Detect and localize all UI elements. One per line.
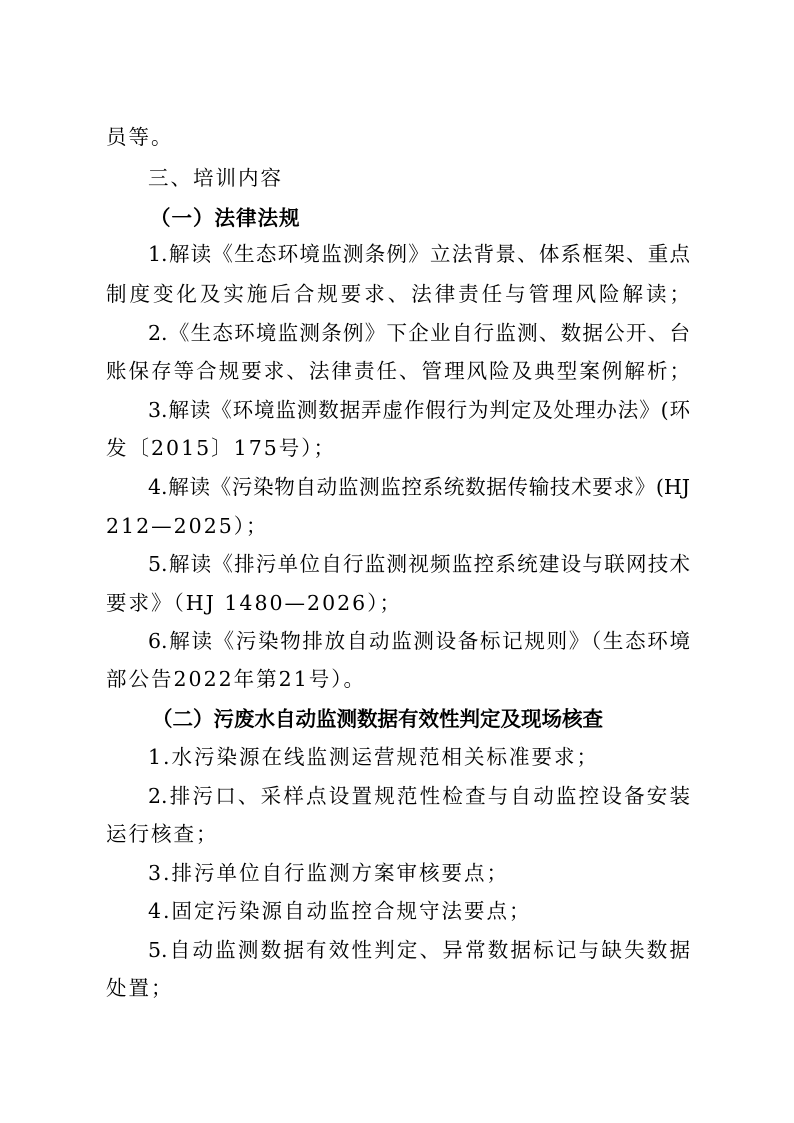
item-3-line-1: 3.解读《环境监测数据弄虚作假行为判定及处理办法》(环 <box>148 398 690 422</box>
item-4-line-1: 4.解读《污染物自动监测监控系统数据传输技术要求》(HJ <box>148 475 690 499</box>
item-2-line-1: 2.《生态环境监测条例》下企业自行监测、数据公开、台 <box>148 321 690 345</box>
subsection-heading-laws: （一）法律法规 <box>150 206 301 230</box>
item-b5-line-2: 处置； <box>106 976 174 1000</box>
paragraph-continuation: 员等。 <box>106 125 174 149</box>
item-5-line-1: 5.解读《排污单位自行监测视频监控系统建设与联网技术 <box>148 552 690 576</box>
item-b2-line-1: 2.排污口、采样点设置规范性检查与自动监控设备安装 <box>148 784 690 808</box>
item-b4-line-1: 4.固定污染源自动监控合规守法要点； <box>148 899 532 923</box>
section-heading-training-content: 三、培训内容 <box>148 166 283 190</box>
item-3-line-2: 发〔2015〕175号）； <box>106 436 337 460</box>
item-b3-line-1: 3.排污单位自行监测方案审核要点； <box>148 861 510 885</box>
item-1-line-2: 制度变化及实施后合规要求、法律责任与管理风险解读； <box>106 282 690 306</box>
item-2-line-2: 账保存等合规要求、法律责任、管理风险及典型案例解析； <box>106 359 690 383</box>
item-1-line-1: 1.解读《生态环境监测条例》立法背景、体系框架、重点 <box>148 242 690 266</box>
item-5-line-2: 要求》（HJ 1480—2026）； <box>106 591 402 615</box>
item-4-line-2: 212—2025）； <box>106 514 269 538</box>
item-b5-line-1: 5.自动监测数据有效性判定、异常数据标记与缺失数据 <box>148 938 690 962</box>
item-6-line-2: 部公告2022年第21号）。 <box>106 667 367 691</box>
item-6-line-1: 6.解读《污染物排放自动监测设备标记规则》（生态环境 <box>148 629 690 653</box>
subsection-heading-wastewater: （二）污废水自动监测数据有效性判定及现场核查 <box>152 707 603 731</box>
item-b1-line-1: 1.水污染源在线监测运营规范相关标准要求； <box>148 745 600 769</box>
item-b2-line-2: 运行核查； <box>106 822 219 846</box>
